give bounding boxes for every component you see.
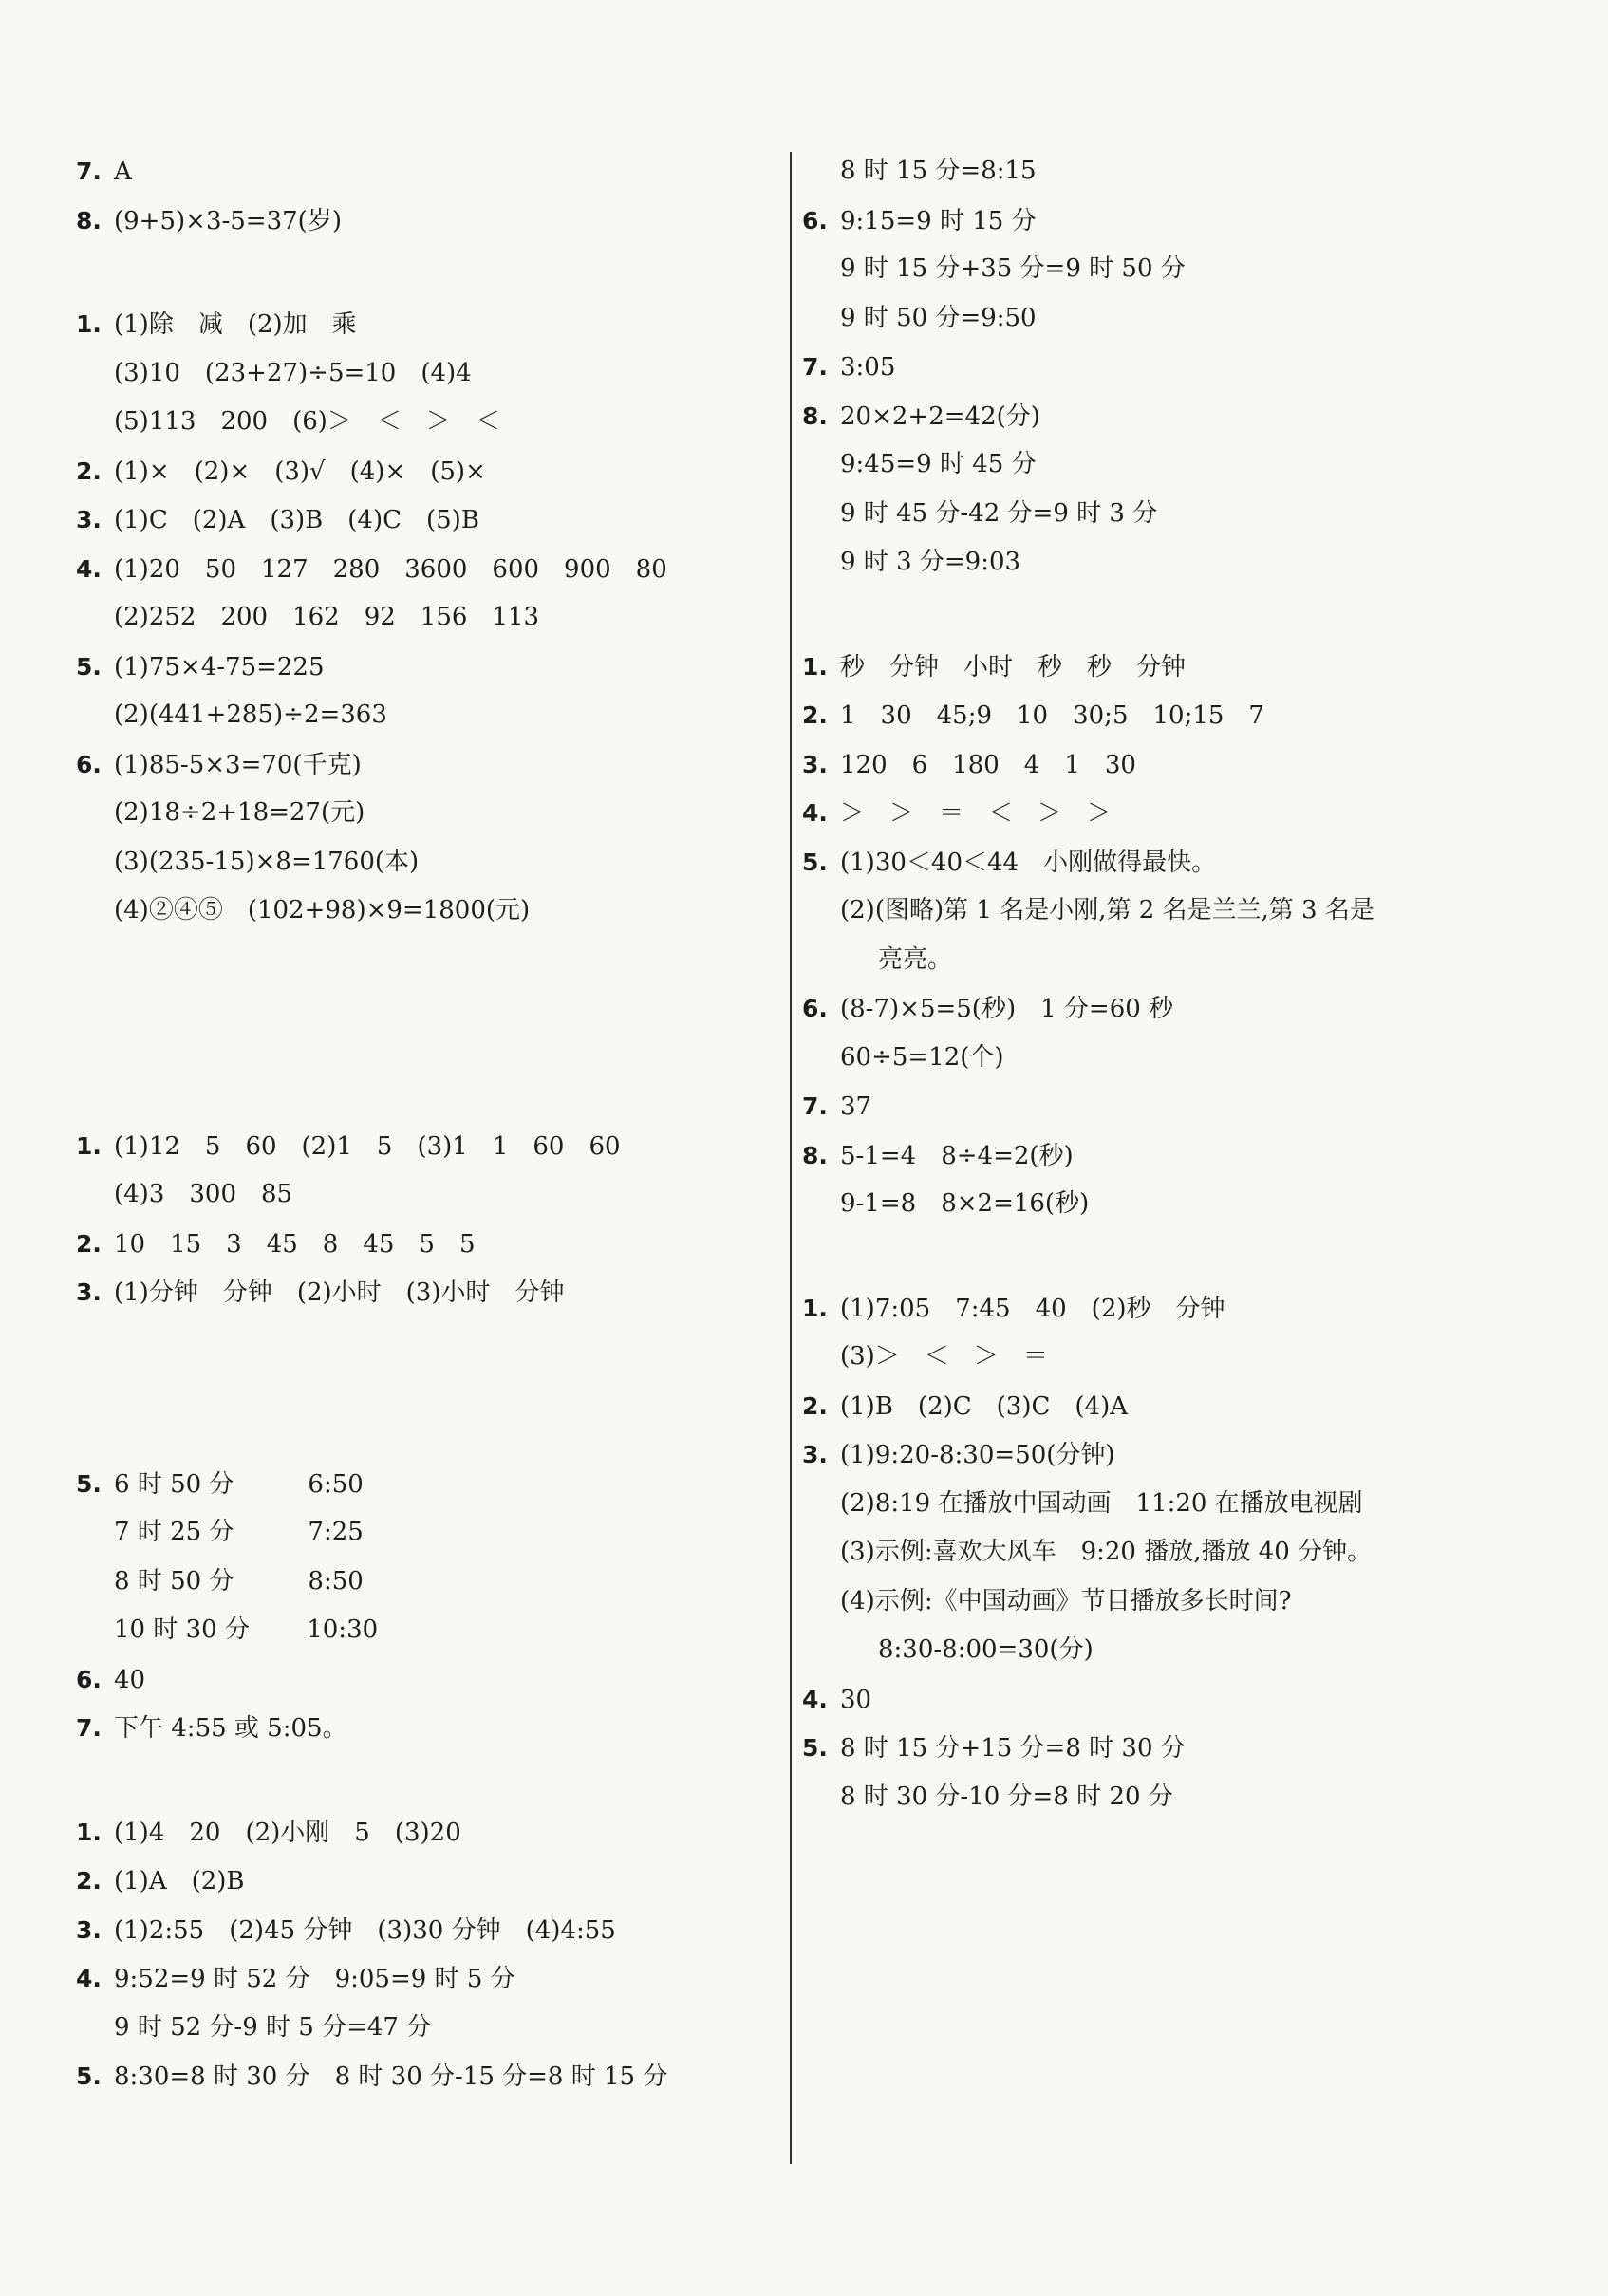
chapter-subtitle <box>76 1008 778 1067</box>
question-number: 2. <box>76 457 102 485</box>
answer-line <box>76 1704 778 1753</box>
question-number: 6. <box>802 206 828 234</box>
question-number: 5. <box>76 1469 102 1498</box>
answer-line <box>76 447 778 496</box>
question-number: 6. <box>76 1665 102 1693</box>
answer-line <box>76 1808 778 1857</box>
lesson2-answers <box>76 1808 778 2101</box>
answer-text: 8 时 50 分 8:50 <box>114 1566 364 1596</box>
answer-text: (2)252 200 162 92 156 113 <box>114 603 540 631</box>
answer-line <box>76 1508 778 1558</box>
answer-text: (9+5)×3-5=37(岁) <box>114 206 342 235</box>
answer-line <box>802 1528 1524 1577</box>
answer-text: 8 时 15 分=8:15 <box>840 157 1037 185</box>
unit6-heading <box>76 245 778 300</box>
answer-text: (1)2:55 (2)45 分钟 (3)30 分钟 (4)4:55 <box>114 1915 616 1945</box>
question-number: 3. <box>76 1279 102 1306</box>
answer-line <box>76 1906 778 1955</box>
question-number: 4. <box>76 1965 102 1992</box>
question-number: 1. <box>76 1131 102 1160</box>
answer-text: 60÷5=12(个) <box>840 1042 1004 1072</box>
answer-line <box>76 1655 778 1705</box>
answer-line <box>802 392 1524 441</box>
answer-line <box>802 538 1524 588</box>
answer-line <box>802 984 1524 1034</box>
answer-text: (1)4 20 (2)小刚 5 (3)20 <box>114 1818 461 1847</box>
answer-line <box>76 789 778 838</box>
lesson4-answers <box>802 1284 1524 1822</box>
question-number: 4. <box>76 554 102 583</box>
answer-text: (4)②④⑤ (102+98)×9=1800(元) <box>114 896 531 924</box>
answer-text: (1)75×4-75=225 <box>114 652 325 681</box>
answer-text: (2)(441+285)÷2=363 <box>114 700 387 729</box>
answer-line <box>76 740 778 790</box>
answer-text: (1)85-5×3=70(千克) <box>114 750 362 779</box>
question-number: 7. <box>802 1092 828 1120</box>
answer-line <box>802 1333 1524 1382</box>
answer-line <box>802 1284 1524 1334</box>
answer-line <box>802 440 1524 490</box>
answer-text: (3)10 (23+27)÷5=10 (4)4 <box>114 358 472 387</box>
chapter-title <box>76 936 778 1008</box>
answer-text: (1)9:20-8:30=50(分钟) <box>840 1441 1115 1469</box>
answer-text: (1)除 减 (2)加 乘 <box>114 310 357 339</box>
answer-text: 9 时 50 分=9:50 <box>840 303 1037 332</box>
answer-text: 9 时 52 分-9 时 5 分=47 分 <box>114 2012 432 2042</box>
question-number: 3. <box>76 506 102 533</box>
answer-line <box>76 1170 778 1220</box>
answer-text: ＞ ＞ ＝ ＜ ＞ ＞ <box>840 799 1113 828</box>
answer-line <box>802 838 1524 887</box>
question-number: 4. <box>802 1685 828 1713</box>
question-number: 2. <box>76 1867 102 1895</box>
answer-text: 40 <box>114 1665 146 1694</box>
question-number: 1. <box>802 652 828 681</box>
answer-line <box>802 1082 1524 1131</box>
answer-text: (3)＞ ＜ ＞ ＝ <box>840 1342 1048 1371</box>
answer-line <box>76 1558 778 1607</box>
answer-text: (3)示例:喜欢大风车 9:20 播放,播放 40 分钟。 <box>840 1538 1373 1566</box>
question-number: 5. <box>76 2063 102 2090</box>
unit6-answers <box>76 300 778 936</box>
answer-text: (1)12 5 60 (2)1 5 (3)1 1 60 60 <box>114 1131 621 1161</box>
answer-line <box>76 398 778 447</box>
answer-text: 9-1=8 8×2=16(秒) <box>840 1189 1090 1218</box>
answer-text: 8 时 30 分-10 分=8 时 20 分 <box>840 1782 1173 1811</box>
answer-text: 9 时 15 分+35 分=9 时 50 分 <box>840 254 1186 283</box>
answer-text: 6 时 50 分 6:50 <box>114 1469 364 1499</box>
answer-line <box>802 1626 1524 1675</box>
answer-line <box>76 196 778 246</box>
answer-text: 8:30-8:00=30(分) <box>878 1635 1094 1664</box>
answer-text: 10 15 3 45 8 45 5 5 <box>114 1229 476 1259</box>
answer-text: (4)3 300 85 <box>114 1180 293 1208</box>
question-number: 1. <box>76 1818 102 1846</box>
question-number: 4. <box>802 799 828 827</box>
answer-line <box>76 1122 778 1171</box>
lesson1-answers-a <box>76 1122 778 1317</box>
answer-line <box>76 593 778 643</box>
answer-line <box>76 643 778 692</box>
question-number: 6. <box>802 995 828 1022</box>
answer-text: 8:30=8 时 30 分 8 时 30 分-15 分=8 时 15 分 <box>114 2063 668 2091</box>
answer-text: 9:45=9 时 45 分 <box>840 450 1037 478</box>
answer-line <box>802 147 1524 196</box>
question-number: 8. <box>76 206 102 234</box>
question-number: 2. <box>802 701 828 729</box>
lesson1-heading <box>76 1067 778 1122</box>
answer-line <box>802 245 1524 294</box>
answer-text: A <box>114 158 132 186</box>
lesson3-answers <box>802 643 1524 1229</box>
answer-text: 秒 分钟 小时 秒 秒 分钟 <box>840 652 1187 681</box>
answer-line <box>802 887 1524 936</box>
answer-text: (1)B (2)C (3)C (4)A <box>840 1391 1128 1421</box>
question-number: 8. <box>802 401 828 430</box>
answer-line <box>802 1577 1524 1627</box>
question-number: 1. <box>802 1294 828 1322</box>
question-number: 7. <box>802 353 828 381</box>
question-number: 3. <box>802 750 828 778</box>
answer-text: (1)A (2)B <box>114 1867 245 1895</box>
question-number: 2. <box>802 1391 828 1420</box>
answer-text: 9:52=9 时 52 分 9:05=9 时 5 分 <box>114 1965 515 1993</box>
answer-line <box>76 1954 778 2004</box>
answer-line <box>76 1220 778 1269</box>
answer-text: (5)113 200 (6)＞ ＜ ＞ ＜ <box>114 407 500 436</box>
answer-text: 3:05 <box>840 353 896 382</box>
answer-line <box>802 1034 1524 1083</box>
answer-text: 30 <box>840 1685 872 1714</box>
question-number: 3. <box>802 1441 828 1468</box>
answer-text: (1)7:05 7:45 40 (2)秒 分钟 <box>840 1294 1225 1323</box>
answer-line <box>802 1382 1524 1431</box>
question-number: 3. <box>76 1915 102 1944</box>
lesson2-heading <box>76 1753 778 1808</box>
answer-text: 37 <box>840 1092 872 1121</box>
answer-line <box>76 147 778 196</box>
lesson3-heading <box>802 588 1524 643</box>
answer-text: 下午 4:55 或 5:05。 <box>114 1714 347 1743</box>
answer-text: 9:15=9 时 15 分 <box>840 206 1037 235</box>
lesson1-answers-b <box>76 1460 778 1753</box>
answer-text: 10 时 30 分 10:30 <box>114 1615 379 1644</box>
answer-text: 9 时 3 分=9:03 <box>840 548 1021 576</box>
clock-row <box>76 1317 778 1460</box>
answer-line <box>76 349 778 399</box>
answer-text: (2)18÷2+18=27(元) <box>114 798 365 827</box>
answer-text: (1)20 50 127 280 3600 600 900 80 <box>114 554 667 584</box>
answer-line <box>802 1480 1524 1529</box>
answer-text: (1)30＜40＜44 小刚做得最快。 <box>840 848 1217 877</box>
answer-line <box>76 1606 778 1655</box>
answer-line <box>76 838 778 887</box>
question-number: 5. <box>802 1734 828 1762</box>
right-column <box>802 147 1524 1821</box>
answer-text: 亮亮。 <box>878 944 953 974</box>
question-number: 5. <box>802 848 828 876</box>
answer-line <box>802 1131 1524 1181</box>
answer-text: (1)× (2)× (3)√ (4)× (5)× <box>114 457 486 486</box>
answer-line <box>802 1724 1524 1773</box>
answer-line <box>802 294 1524 344</box>
lesson4-heading <box>802 1229 1524 1284</box>
answer-line <box>76 1460 778 1509</box>
answer-line <box>802 490 1524 539</box>
answer-line <box>802 1675 1524 1725</box>
column-divider <box>790 152 792 2164</box>
answer-text: 8 时 15 分+15 分=8 时 30 分 <box>840 1734 1186 1763</box>
answer-text: (2)8:19 在播放中国动画 11:20 在播放电视剧 <box>840 1488 1363 1518</box>
answer-line <box>76 2004 778 2053</box>
answer-line <box>76 300 778 349</box>
answer-text: (3)(235-15)×8=1760(本) <box>114 847 420 876</box>
answer-line <box>76 691 778 740</box>
left-top-answers <box>76 147 778 245</box>
question-number: 8. <box>802 1141 828 1169</box>
answer-line <box>802 789 1524 838</box>
answer-line <box>802 1773 1524 1822</box>
answer-line <box>76 2052 778 2101</box>
answer-line <box>802 343 1524 392</box>
answer-line <box>76 545 778 594</box>
answer-text: (1)C (2)A (3)B (4)C (5)B <box>114 506 479 534</box>
question-number: 2. <box>76 1229 102 1258</box>
answer-text: 9 时 45 分-42 分=9 时 3 分 <box>840 498 1158 528</box>
answer-line <box>802 740 1524 790</box>
answer-line <box>802 1430 1524 1480</box>
answer-line <box>76 495 778 545</box>
left-column <box>76 147 778 2101</box>
answer-text: 20×2+2=42(分) <box>840 401 1040 431</box>
question-number: 5. <box>76 652 102 681</box>
answer-text: (4)示例:《中国动画》节目播放多长时间? <box>840 1586 1292 1615</box>
answer-text: (1)分钟 分钟 (2)小时 (3)小时 分钟 <box>114 1279 565 1307</box>
answer-line <box>802 196 1524 246</box>
right-top-answers <box>802 147 1524 588</box>
answer-text: 1 30 45;9 10 30;5 10;15 7 <box>840 701 1264 730</box>
answer-line <box>76 1268 778 1317</box>
answer-text: 120 6 180 4 1 30 <box>840 750 1136 779</box>
answer-line <box>802 936 1524 985</box>
page-number <box>769 2150 786 2181</box>
question-number: 6. <box>76 750 102 778</box>
answer-text: 7 时 25 分 7:25 <box>114 1518 364 1546</box>
question-number: 7. <box>76 158 102 185</box>
question-number: 1. <box>76 310 102 338</box>
answer-line <box>802 1180 1524 1229</box>
answer-line <box>802 691 1524 740</box>
question-number: 7. <box>76 1714 102 1742</box>
answer-line <box>76 887 778 936</box>
answer-text: (8-7)×5=5(秒) 1 分=60 秒 <box>840 995 1174 1023</box>
answer-text: (2)(图略)第 1 名是小刚,第 2 名是兰兰,第 3 名是 <box>840 896 1374 924</box>
answer-line <box>76 1857 778 1906</box>
answer-line <box>802 643 1524 692</box>
answer-text: 5-1=4 8÷4=2(秒) <box>840 1141 1074 1170</box>
